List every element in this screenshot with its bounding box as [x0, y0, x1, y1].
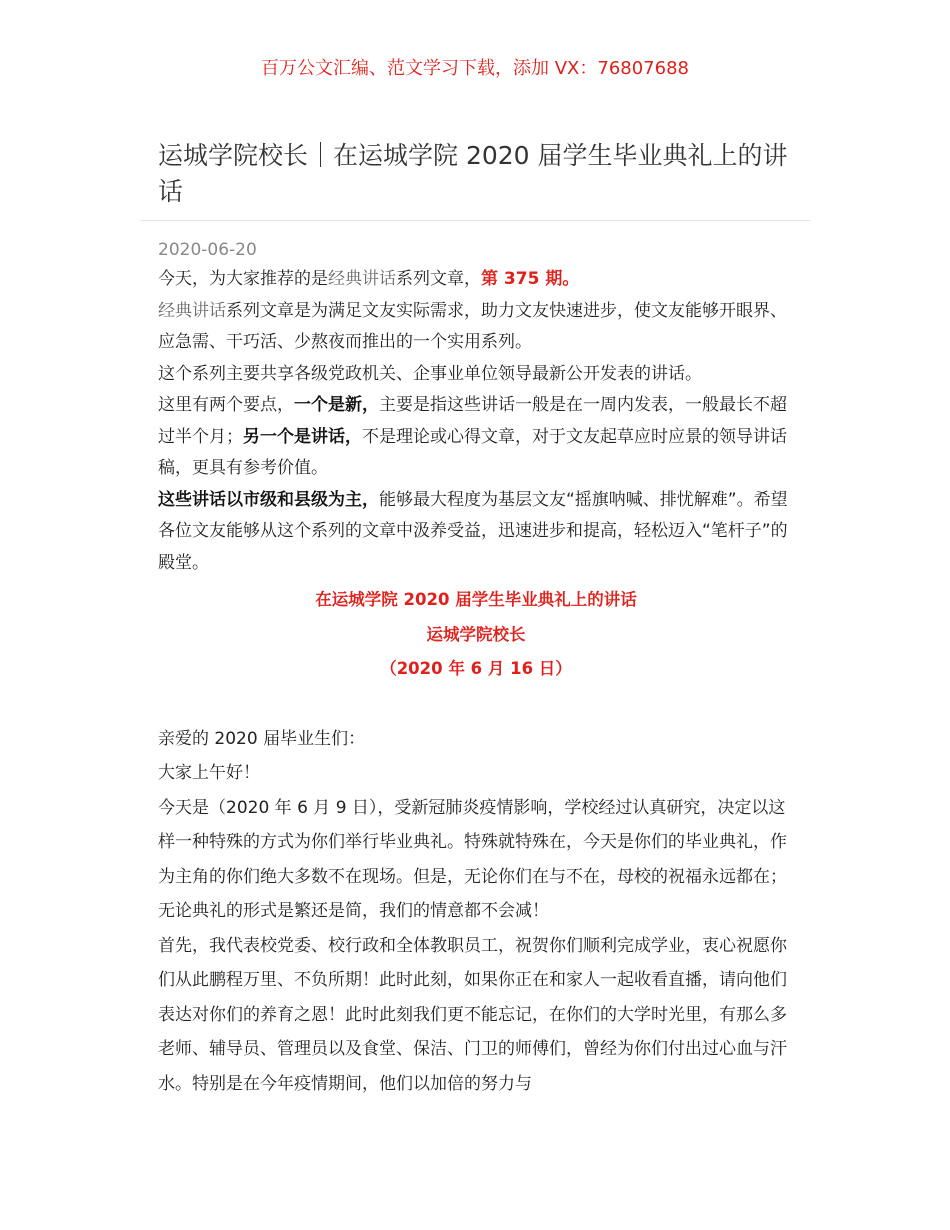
intro-paragraph-2 — [158, 296, 794, 359]
promo-banner: 百万公文汇编、范文学习下载，添加 VX：76807688 — [261, 58, 689, 79]
key-point-level: 这些讲话以市级和县级为主， — [158, 489, 379, 510]
speech-greeting: 大家上午好！ — [158, 763, 260, 783]
spacer — [158, 687, 794, 722]
title-divider — [140, 220, 810, 221]
speech-date: （2020 年 6 月 16 日） — [380, 659, 572, 678]
intro-text: 能够最大程度为基层文友“摇旗呐喊、排忧解难”。希望各位文友能够从这个系列的文章中汲养受益，迅速进步和提高，轻松迈入“笔杆子”的殿堂。 — [158, 489, 788, 573]
issue-number: 第 375 期。 — [481, 269, 580, 289]
intro-text: 不是理论或心得文章，对于文友起草应时应景的领导讲话稿，更具有参考价值。 — [158, 426, 787, 478]
speech-salutation: 亲爱的 2020 届毕业生们： — [158, 728, 366, 749]
article-title: 运城学院校长｜在运城学院 2020 届学生毕业典礼上的讲话 — [158, 141, 788, 206]
intro-paragraph-5 — [158, 485, 794, 580]
speech-paragraph-1: 今天是（2020 年 6 月 9 日），受新冠肺炎疫情影响，学校经过认真研究，决定以这样一种特殊的方式为你们举行毕业典礼。特殊就特殊在，今天是你们的毕业典礼，作为主角的你们绝大多数不在现场。但是，无论你们在与不在，母校的祝福永远都在；无论典礼的形式是繁还是简，我们的情意都不会减！ — [158, 797, 787, 921]
key-point-speech: 另一个是讲话， — [243, 426, 362, 447]
intro-text: 主要是指这些讲话一般是在一周内发表，一般最长不超过半个月； — [158, 395, 787, 447]
publish-date: 2020-06-20 — [158, 240, 257, 260]
speech-speaker: 运城学院校长 — [426, 624, 526, 644]
speech-paragraph-2: 首先，我代表校党委、校行政和全体教职员工，祝贺你们顺利完成学业，衷心祝愿你们从此鹏程万里、不负所期！此时此刻，如果你正在和家人一起收看直播，请向他们表达对你们的养育之恩！此时此刻我们更不能忘记，在你们的大学时光里，有那么多老师、辅导员、管理员以及食堂、保洁、门卫的师傅们，曾经为你们付出过心血与汗水。特别是在今年疫情期间，他们以加倍的努力与 — [158, 935, 787, 1094]
speech-body — [158, 722, 794, 1102]
intro-paragraph-3: 这个系列主要共享各级党政机关、企事业单位领导最新公开发表的讲话。 — [158, 363, 702, 384]
intro-text: 系列文章是为满足文友实际需求，助力文友快速进步，使文友能够开眼界、应急需、干巧活、少熬夜而推出的一个实用系列。 — [158, 300, 787, 352]
article-body — [158, 264, 794, 1101]
intro-text: 今天，为大家推荐的是 — [158, 269, 328, 289]
intro-text: 系列文章， — [396, 269, 481, 289]
series-name: 经典讲话 — [158, 300, 226, 321]
speech-heading: 在运城学院 2020 届学生毕业典礼上的讲话 — [315, 590, 637, 609]
intro-text: 这里有两个要点， — [158, 395, 294, 415]
intro-paragraph-4 — [158, 390, 794, 485]
intro-paragraph-1 — [158, 264, 794, 296]
series-name: 经典讲话 — [328, 269, 396, 289]
key-point-new: 一个是新， — [294, 395, 379, 415]
